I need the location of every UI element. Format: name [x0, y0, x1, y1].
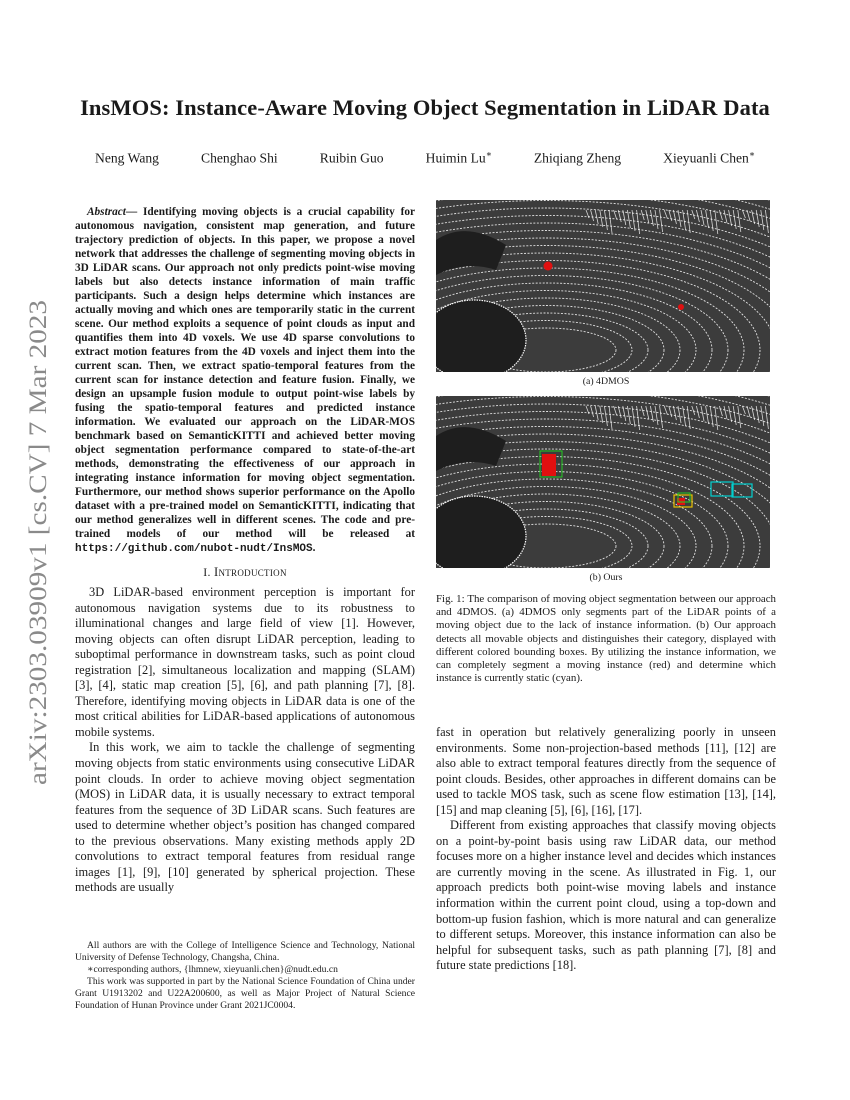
arxiv-stamp — [8, 295, 58, 795]
author: Ruibin Guo — [319, 150, 384, 166]
code-link[interactable]: https://github.com/nubot-nudt/InsMOS — [75, 543, 313, 555]
paper-title: InsMOS: Instance-Aware Moving Object Segmentation in LiDAR Data — [80, 95, 770, 120]
figure-caption: Fig. 1: The comparison of moving object segmentation between our approach and 4DMOS. (a) 4DMOS only segments part of the LiDAR points of a moving object due to the lack of instance information. (b) Our approach detects all movable objects and distinguishes their category, displayed with different colored bounding boxes. By utilizing the instance information, we can completely segment a moving instance (red) and determine which instance is currently static (cyan). — [436, 593, 776, 685]
author: Chenghao Shi — [201, 150, 278, 166]
left-column — [75, 205, 415, 896]
intro-paragraph: 3D LiDAR-based environment perception is important for autonomous navigation systems due to its robustness to illuminational changes and large field of view [1]. However, moving objects can often disrupt LiDAR perception, leading to suboptimal performance in downstream tasks, such as point cloud registration [2], simultaneous localization and mapping (SLAM) [3], [4], static map creation [5], [6], and path planning [7], [8]. Therefore, identifying moving objects in LiDAR data is one of the most critical abilities for LiDAR-based applications of autonomous mobile systems. — [75, 585, 415, 739]
lidar-scan-image-b — [436, 396, 770, 568]
moving-points — [678, 304, 684, 310]
footnotes — [75, 940, 415, 1012]
lidar-scan-image-a — [436, 200, 770, 372]
figure-panel-4dmos — [436, 200, 770, 372]
abstract-text: Identifying moving objects is a crucial capability for autonomous navigation, consistent map generation, and future trajectory prediction of objects. In this paper, we propose a novel network that addresses the challenge of segmenting moving objects in 3D LiDAR scans. Our approach not only predicts point-wise moving labels but also detects instance information of main traffic participants. Such a design helps determine which instances are actually moving and which ones are temporarily static in the current scene. Our method exploits a sequence of point clouds as input and quantifies them into 4D voxels. We use 4D sparse convolutions to extract motion features from the 4D voxels and inject them into the current scan. Then, we extract spatio-temporal features from the current scan for instance detection and feature fusion. Finally, we design an upsample fusion module to output point-wise labels by fusing the spatio-temporal features and predicted instance information. We evaluated our approach on the LiDAR-MOS benchmark based on SemanticKITTI and achieved better moving object segmentation performance compared to state-of-the-art methods, demonstrating the effectiveness of our approach in integrating instance information for moving object segmentation. Furthermore, our method shows superior performance on the Apollo dataset with a pre-trained model on SemanticKITTI, indicating that our method generalizes well in different scenes. The code and pre-trained models of our method will be released at — [75, 206, 415, 540]
author: Neng Wang — [95, 150, 159, 166]
right-column-body — [436, 725, 776, 974]
author: Huimin Lu∗ — [425, 149, 492, 166]
author: Xieyuanli Chen∗ — [663, 149, 755, 166]
footnote-corresponding: ∗corresponding authors, {lhmnew, xieyuanli.chen}@nudt.edu.cn — [87, 964, 338, 975]
footnote-funding: This work was supported in part by the National Science Foundation of China under Grant U1913202 and U22A200600, as well as Major Project of Natural Science Foundation of Hunan Province under Grant 2021JC0004. — [75, 976, 415, 1011]
body-paragraph: fast in operation but relatively generalizing poorly in unseen environments. Some non-projection-based methods [11], [12] are also able to extract temporal features directly from the sequence of point clouds. Besides, other approaches in different domains can be used to tackle MOS task, such as scene flow estimation [13], [14], [15] and map cleaning [5], [6], [16], [17]. — [436, 725, 776, 817]
moving-points — [544, 262, 553, 271]
arxiv-stamp-text: arXiv:2303.03909v1 [cs.CV] 7 Mar 2023 — [23, 361, 52, 785]
footnote-affiliation: All authors are with the College of Intelligence Science and Technology, National University of Defense Technology, Changsha, China. — [75, 940, 415, 963]
abstract-label: Abstract — [87, 206, 126, 218]
right-column — [436, 200, 776, 685]
author: Zhiqiang Zheng — [533, 150, 622, 166]
intro-paragraph: In this work, we aim to tackle the challenge of segmenting moving objects from static environments using consecutive LiDAR point clouds. In order to achieve moving object segmentation (MOS) in LiDAR data, it is usually necessary to extract temporal features from the sequence of 3D LiDAR scans. Such features are used to determine whether object’s position has changed compared to the previous observations. Many existing methods apply 2D convolutions to extract temporal features from residual range images [1], [9], [10] generated by spherical projection. These methods are usually — [75, 740, 415, 895]
author-list — [95, 149, 755, 167]
subcaption-b: (b) Ours — [589, 572, 623, 583]
subcaption-a: (a) 4DMOS — [582, 376, 630, 387]
section-heading-introduction: I. Introduction — [203, 565, 287, 579]
moving-instance — [542, 454, 556, 476]
figure-panel-ours — [436, 396, 770, 568]
body-paragraph: Different from existing approaches that classify moving objects on a point-by-point basis using raw LiDAR data, our method focuses more on a higher instance level and decides which instances are currently moving in the scene. As illustrated in Fig. 1, our approach predicts both point-wise moving labels and instance information within the current point cloud, using a top-down and bottom-up fusion fashion, which is more natural and can generalize to different setups. Moreover, this instance information can also be helpful for subsequent tasks, such as path planning [7], [8] and future state predictions [18]. — [436, 818, 776, 973]
abstract: Abstract— Identifying moving objects is a crucial capability for autonomous navigation, consistent map generation, and future trajectory prediction of objects. In this paper, we propose a novel network that addresses the challenge of segmenting moving objects in 3D LiDAR scans. Our approach not only predicts point-wise moving labels but also detects instance information of main traffic participants. Such a design helps determine which instances are actually moving and which ones are temporarily static in the current scene. Our method exploits a sequence of point clouds as input and quantifies them into 4D voxels. We use 4D sparse convolutions to extract motion features from the 4D voxels and inject them into the current scan. Then, we extract spatio-temporal features from the current scan for instance detection and feature fusion. Finally, we design an upsample fusion module to output point-wise labels by fusing the spatio-temporal features and predicted instance information. We evaluated our approach on the LiDAR-MOS benchmark based on SemanticKITTI and achieved better moving object segmentation performance compared to state-of-the-art methods, demonstrating the effectiveness of our approach in integrating instance information for moving object segmentation. Furthermore, our method shows superior performance on the Apollo dataset with a pre-trained model on SemanticKITTI, indicating that our method generalizes well in different scenes. The code and pre-trained models of our method will be released at https://github.com/nubot-nudt/InsMOS. — [75, 206, 415, 555]
